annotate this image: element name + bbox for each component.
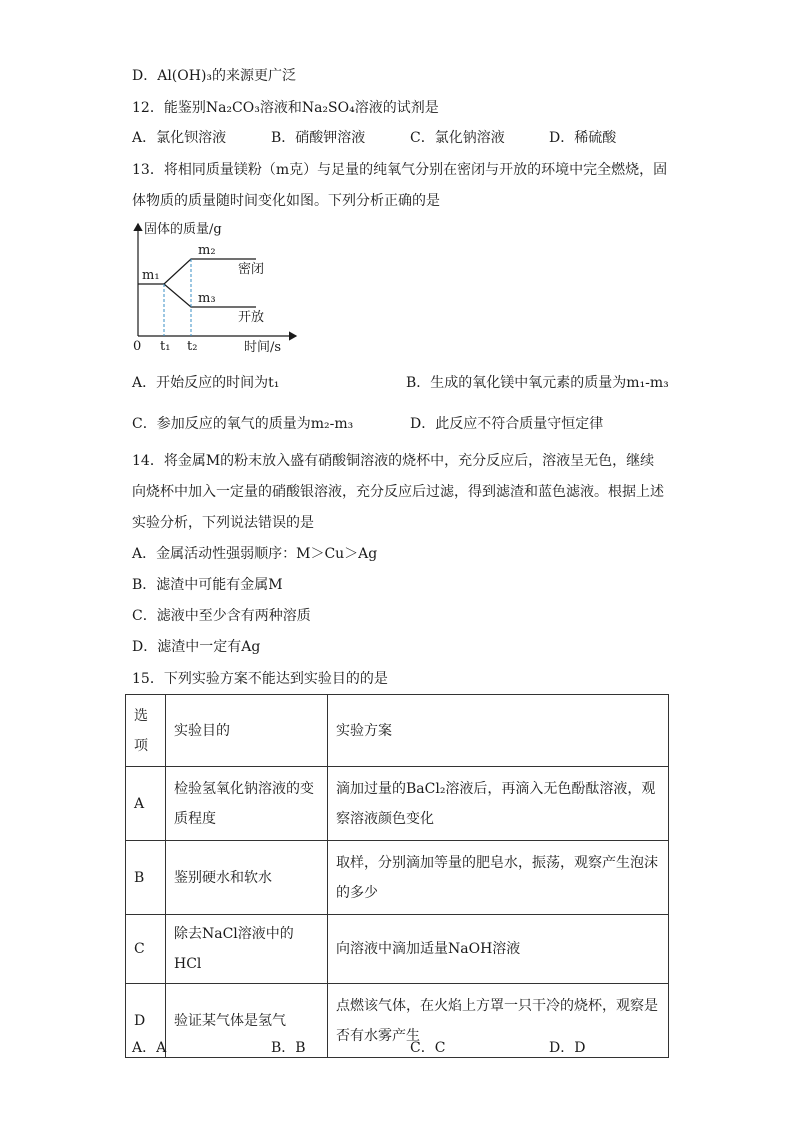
q13-mass-time-graph [128, 218, 298, 360]
table-row [126, 767, 669, 841]
q14-option-d: D．滤渣中一定有Ag [132, 639, 261, 655]
table-cell-option: C [126, 915, 166, 984]
q13-stem-line1: 13．将相同质量镁粉（m克）与足量的纯氧气分别在密闭与开放的环境中完全燃烧，固 [132, 162, 668, 178]
q13-t1-label: t₁ [160, 339, 171, 354]
table-cell-purpose: 检验氢氧化钠溶液的变质程度 [166, 767, 328, 841]
q15-option-a: A．A [132, 1040, 167, 1056]
q13-option-c: C．参加反应的氧气的质量为m₂-m₃ [132, 416, 354, 432]
q12-option-c: C．氯化钠溶液 [410, 130, 505, 146]
table-cell-plan: 取样，分别滴加等量的肥皂水，振荡，观察产生泡沫的多少 [328, 841, 669, 915]
q13-option-b: B．生成的氧化镁中氧元素的质量为m₁-m₃ [406, 375, 669, 391]
q13-m3-label: m₃ [198, 291, 216, 306]
table-cell-plan: 点燃该气体，在火焰上方罩一只干冷的烧杯，观察是否有水雾产生 [328, 984, 669, 1058]
q12-option-b: B．硝酸钾溶液 [271, 130, 366, 146]
q15-option-c: C．C [410, 1040, 446, 1056]
table-cell-purpose: 除去NaCl溶液中的HCl [166, 915, 328, 984]
table-cell-plan: 滴加过量的BaCl₂溶液后，再滴入无色酚酞溶液，观察溶液颜色变化 [328, 767, 669, 841]
q14-stem-line3: 实验分析，下列说法错误的是 [132, 515, 314, 531]
table-row [126, 841, 669, 915]
table-cell-plan: 向溶液中滴加适量NaOH溶液 [328, 915, 669, 984]
table-cell-purpose: 鉴别硬水和软水 [166, 841, 328, 915]
q13-stem-line2: 体物质的质量随时间变化如图。下列分析正确的是 [132, 193, 440, 209]
q13-graph-svg [128, 218, 298, 360]
q13-closed-label: 密闭 [238, 262, 265, 277]
q11-option-d: D．Al(OH)₃的来源更广泛 [132, 68, 297, 84]
q14-option-c: C．滤液中至少含有两种溶质 [132, 608, 311, 624]
q12-option-d: D．稀硫酸 [549, 130, 617, 146]
table-cell-option: A [126, 767, 166, 841]
q13-option-a: A．开始反应的时间为t₁ [132, 375, 280, 391]
table-header-row [126, 695, 669, 767]
q14-stem-line1: 14．将金属M的粉末放入盛有硝酸铜溶液的烧杯中，充分反应后，溶液呈无色，继续 [132, 453, 655, 469]
q15-option-b: B．B [271, 1040, 306, 1056]
q12-stem: 12．能鉴别Na₂CO₃溶液和Na₂SO₄溶液的试剂是 [132, 100, 439, 116]
q12-option-a: A．氯化钡溶液 [132, 130, 227, 146]
table-cell-option: B [126, 841, 166, 915]
q15-option-d: D．D [549, 1040, 586, 1056]
q15-stem: 15．下列实验方案不能达到实验目的的是 [132, 671, 388, 687]
q13-origin-label: 0 [133, 339, 142, 354]
q14-stem-line2: 向烧杯中加入一定量的硝酸银溶液，充分反应后过滤，得到滤渣和蓝色滤液。根据上述 [132, 484, 664, 500]
table-row [126, 984, 669, 1058]
q13-t2-label: t₂ [187, 339, 198, 354]
table-header-option: 选项 [126, 695, 166, 767]
q13-m1-label: m₁ [142, 268, 160, 283]
table-cell-option: D [126, 984, 166, 1058]
table-header-purpose: 实验目的 [166, 695, 328, 767]
q13-x-label: 时间/s [244, 340, 282, 355]
q15-table [125, 694, 669, 1058]
q13-y-label: 固体的质量/g [144, 222, 222, 237]
table-cell-purpose: 验证某气体是氢气 [166, 984, 328, 1058]
table-row [126, 915, 669, 984]
q13-m2-label: m₂ [198, 243, 216, 258]
q13-open-label: 开放 [238, 310, 265, 325]
q13-option-d: D．此反应不符合质量守恒定律 [410, 416, 604, 432]
table-header-plan: 实验方案 [328, 695, 669, 767]
q14-option-b: B．滤渣中可能有金属M [132, 577, 283, 593]
q14-option-a: A．金属活动性强弱顺序：M＞Cu＞Ag [132, 546, 378, 562]
